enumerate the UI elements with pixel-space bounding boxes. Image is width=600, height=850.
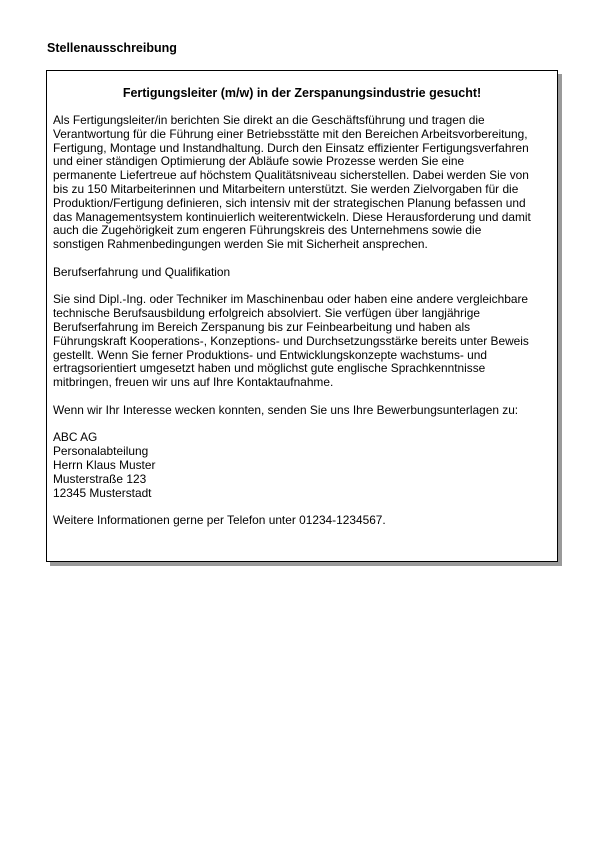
qualification-line: mitbringen, freuen wir uns auf Ihre Kontaktaufnahme. (53, 375, 334, 390)
address-city: 12345 Musterstadt (53, 485, 152, 500)
address-contact: Herrn Klaus Muster (53, 457, 156, 472)
qualification-line: technische Berufsausbildung erfolgreich absolviert. Sie verfügen über langjährige (53, 306, 481, 321)
intro-line: sonstigen Rahmenbedingungen werden Sie mit Sicherheit ansprechen. (53, 237, 428, 252)
address-company: ABC AG (53, 430, 98, 445)
job-ad-box (46, 70, 558, 562)
qualification-line: Führungskraft Kooperations-, Konzeptions- und Durchsetzungsstärke bereits unter Beweis (53, 333, 529, 348)
intro-line: auch die Zugehörigkeit zum engeren Führungskreis des Unternehmens sowie die (53, 223, 482, 238)
document-heading: Stellenausschreibung (47, 41, 177, 55)
intro-line: das Managementsystem kontinuierlich weiterentwickeln. Diese Herausforderung und damit (53, 209, 531, 224)
intro-line: Fertigung, Montage und Instandhaltung. Durch den Einsatz effizienter Fertigungsverfahren (53, 140, 529, 155)
spacer (53, 500, 551, 514)
intro-line: permanente Liefertreue auf höchstem Qualitätsniveau sicherstellen. Dabei werden Sie von (53, 168, 529, 183)
spacer (53, 280, 551, 294)
spacer (53, 418, 551, 432)
address-department: Personalabteilung (53, 444, 149, 459)
job-title: Fertigungsleiter (m/w) in der Zerspanungsindustrie gesucht! (122, 86, 482, 100)
intro-line: und einer ständigen Optimierung der Abläufe sowie Prozesse werden Sie eine (53, 154, 465, 169)
intro-line: Produktion/Fertigung definieren, sich intensiv mit der strategischen Planung befassen und (53, 195, 526, 210)
qualification-line: Berufserfahrung im Bereich Zerspanung bis zur Feinbearbeitung und haben als (53, 319, 471, 334)
intro-line: Als Fertigungsleiter/in berichten Sie direkt an die Geschäftsführung und tragen die (53, 113, 485, 127)
address-block (53, 431, 551, 500)
address-street: Musterstraße 123 (53, 471, 147, 486)
qualification-line: Sie sind Dipl.-Ing. oder Techniker im Maschinenbau oder haben eine andere vergleichbare (53, 292, 529, 307)
spacer (53, 390, 551, 404)
qualification-line: gestellt. Wenn Sie ferner Produktions- und Entwicklungskonzepte wachstums- und (53, 347, 488, 362)
intro-paragraph (53, 114, 551, 252)
phone-info: Weitere Informationen gerne per Telefon unter 01234-1234567. (53, 513, 386, 528)
qualification-paragraph (53, 293, 551, 390)
intro-line: Verantwortung für die Führung einer Betriebsstätte mit den Bereichen Arbeitsvorbereitung, (53, 126, 528, 141)
section-heading: Berufserfahrung und Qualifikation (53, 264, 231, 279)
spacer (53, 252, 551, 266)
intro-line: bis zu 150 Mitarbeiterinnen und Mitarbeitern unterstützt. Sie werden Zielvorgaben für die (53, 181, 519, 196)
application-prompt: Wenn wir Ihr Interesse wecken konnten, senden Sie uns Ihre Bewerbungsunterlagen zu: (53, 402, 519, 417)
qualification-line: ertragsorientiert umgesetzt haben und möglichst gute englische Sprachkenntnisse (53, 361, 486, 376)
